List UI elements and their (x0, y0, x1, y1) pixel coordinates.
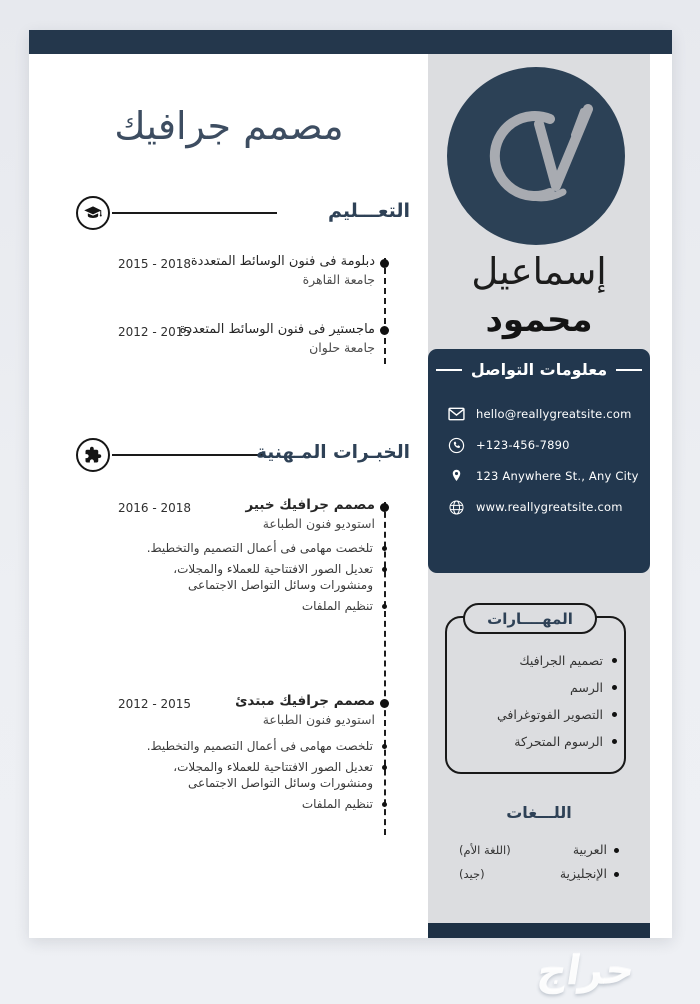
skill-item: تصميم الجرافيك (459, 652, 617, 669)
skill-item: التصوير الفوتوغرافي (459, 706, 617, 723)
bullet-item: تلخصت مهامى فى أعمال التصميم والتخطيط. (123, 540, 375, 557)
company-name: استوديو فنون الطباعة (262, 516, 375, 531)
email-icon (447, 405, 465, 423)
watermark: حراج (534, 947, 639, 995)
globe-icon (447, 498, 465, 516)
language-name: الإنجليزية (560, 866, 619, 881)
school-name: جامعة القاهرة (302, 272, 375, 287)
heading-dash (616, 369, 642, 371)
contact-website: www.reallygreatsite.com (476, 500, 623, 514)
bullet-item: تنظيم الملفات (123, 796, 375, 813)
contact-items (428, 405, 650, 516)
language-level: (اللغة الأم) (459, 842, 511, 857)
heading-dash (436, 369, 462, 371)
degree-title: دبلومة فى فنون الوسائط المتعددة (190, 254, 375, 269)
degree-title: ماجستير فى فنون الوسائط المتعددة (179, 322, 375, 337)
skill-item: الرسم (459, 679, 617, 696)
cv-logo (447, 67, 625, 245)
language-name: العربية (573, 842, 619, 857)
contact-row (447, 498, 650, 516)
contact-heading: معلومات التواصل (470, 360, 608, 379)
education-date: 2015 - 2018 (118, 257, 192, 271)
contact-row (447, 467, 650, 485)
language-row (459, 866, 619, 881)
languages-list (459, 842, 619, 890)
education-heading-rule (112, 212, 277, 214)
contact-row (447, 436, 650, 454)
puzzle-icon (84, 446, 102, 464)
bullet-item: تلخصت مهامى فى أعمال التصميم والتخطيط. (123, 738, 375, 755)
contact-row (447, 405, 650, 423)
experience-date: 2012 - 2015 (118, 697, 192, 711)
contact-address: 123 Anywhere St., Any City (476, 469, 639, 483)
bullet-item: تنظيم الملفات (123, 598, 375, 615)
timeline-dot (380, 259, 389, 268)
company-name: استوديو فنون الطباعة (262, 712, 375, 727)
skill-item: الرسوم المتحركة (459, 733, 617, 750)
page-title: مصمم جرافيك (114, 104, 344, 148)
contact-email: hello@reallygreatsite.com (476, 407, 632, 421)
timeline-dot (380, 326, 389, 335)
contact-heading-row (428, 360, 650, 379)
experience-heading-rule (112, 454, 265, 456)
education-heading: التعـــليم (327, 200, 410, 222)
experience-bullets (123, 738, 375, 816)
job-title: مصمم جرافيك مبتدئ (235, 693, 375, 709)
contact-card (428, 349, 650, 573)
timeline-dot (380, 699, 389, 708)
language-level: (جيد) (459, 866, 485, 881)
skills-list (459, 652, 617, 760)
bullet-item: تعديل الصور الافتتاحية للعملاء والمجلات، ومنشورات وسائل التواصل الاجتماعى (123, 759, 375, 792)
languages-heading: اللـــغات (506, 803, 572, 822)
first-name: إسماعيل (471, 250, 607, 293)
school-name: جامعة حلوان (309, 340, 375, 355)
contact-phone: +123-456-7890 (476, 438, 570, 452)
resume-page (29, 30, 672, 938)
graduation-cap-icon (83, 203, 103, 223)
experience-timeline (384, 502, 386, 835)
language-row (459, 842, 619, 857)
sidebar-bottom-bar (428, 923, 650, 938)
education-section-icon-circle (76, 196, 110, 230)
last-name: محمود (485, 300, 593, 340)
job-title: مصمم جرافيك خبير (245, 497, 375, 513)
experience-date: 2016 - 2018 (118, 501, 192, 515)
education-timeline (384, 258, 386, 364)
experience-section-icon-circle (76, 438, 110, 472)
top-accent-bar (29, 30, 672, 54)
phone-icon (447, 436, 465, 454)
experience-bullets (123, 540, 375, 618)
bullet-item: تعديل الصور الافتتاحية للعملاء والمجلات، ومنشورات وسائل التواصل الاجتماعى (123, 561, 375, 594)
location-icon (447, 467, 465, 485)
skills-heading: المهــــارات (463, 603, 597, 634)
education-date: 2012 - 2015 (118, 325, 192, 339)
experience-heading: الخبـرات المـهنية (256, 442, 410, 463)
timeline-dot (380, 503, 389, 512)
